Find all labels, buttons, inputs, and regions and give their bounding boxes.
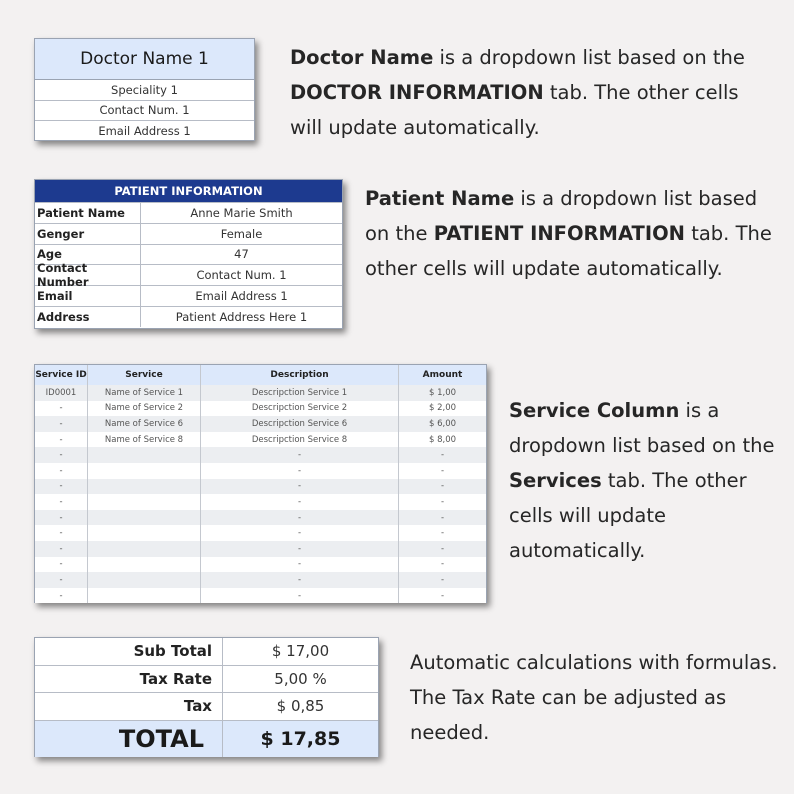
- desc2-bold2: PATIENT INFORMATION: [433, 222, 685, 245]
- description-cell: -: [201, 447, 399, 463]
- service-id-cell: ID0001: [35, 385, 88, 401]
- service-row: [35, 541, 486, 557]
- service-id-cell: -: [35, 479, 88, 495]
- doctor-card: [34, 38, 255, 141]
- service-row: [35, 463, 486, 479]
- amount-cell: -: [440, 465, 445, 476]
- patient-description: [365, 181, 785, 286]
- amount-cell: -: [440, 574, 445, 585]
- desc3-bold2: Services: [509, 469, 602, 492]
- total-value: $ 17,85: [260, 727, 341, 750]
- description-cell: -: [201, 588, 399, 604]
- description-cell: -: [201, 525, 399, 541]
- desc3-bold1: Service Column: [509, 399, 680, 422]
- description-cell: -: [201, 463, 399, 479]
- desc1-text2: tab. The other cells will update automatically.: [290, 81, 739, 139]
- services-header-row: [35, 365, 486, 385]
- col-header-amount: Amount: [422, 370, 463, 380]
- service-row: [35, 416, 486, 432]
- service-row: [35, 401, 486, 417]
- service-cell[interactable]: Name of Service 6: [88, 416, 201, 432]
- service-id-cell: -: [35, 572, 88, 588]
- service-id-cell: -: [35, 432, 88, 448]
- service-row: [35, 494, 486, 510]
- service-row: [35, 432, 486, 448]
- service-cell[interactable]: [88, 541, 201, 557]
- description-cell: -: [201, 494, 399, 510]
- amount-cell: -: [440, 590, 445, 601]
- subtotal-value: $ 17,00: [271, 642, 330, 661]
- patient-row: [35, 285, 342, 306]
- taxrate-row: [35, 666, 378, 694]
- col-header-service: Service: [88, 365, 201, 385]
- amount-cell: -: [440, 543, 445, 554]
- service-row: [35, 557, 486, 573]
- patient-value: Contact Num. 1: [196, 268, 287, 283]
- doctor-contact: Contact Num. 1: [35, 101, 254, 122]
- tax-label: Tax: [35, 693, 223, 720]
- taxrate-input[interactable]: 5,00 %: [274, 669, 327, 688]
- amount-cell: -: [440, 559, 445, 570]
- total-label: TOTAL: [35, 721, 223, 757]
- tax-value: $ 0,85: [276, 697, 325, 716]
- desc3-text2: tab. The other cells will update automatically.: [509, 469, 747, 562]
- patient-name-dropdown[interactable]: Anne Marie Smith: [190, 205, 293, 220]
- patient-label: Email: [35, 286, 141, 306]
- amount-cell: -: [440, 450, 445, 461]
- patient-label: Genger: [35, 224, 141, 244]
- patient-value: Female: [220, 226, 263, 241]
- amount-cell: -: [440, 481, 445, 492]
- description-cell: -: [201, 572, 399, 588]
- amount-cell: -: [440, 512, 445, 523]
- patient-card: [34, 179, 343, 329]
- service-id-cell: -: [35, 447, 88, 463]
- amount-cell: -: [440, 496, 445, 507]
- description-cell: -: [201, 479, 399, 495]
- subtotal-row: [35, 638, 378, 666]
- patient-label: Contact Number: [35, 265, 141, 285]
- service-id-cell: -: [35, 588, 88, 604]
- service-cell[interactable]: [88, 479, 201, 495]
- col-header-service-id: Service ID: [35, 365, 88, 385]
- patient-label: Age: [35, 245, 141, 265]
- service-row: [35, 447, 486, 463]
- tax-row: [35, 693, 378, 721]
- service-cell[interactable]: [88, 588, 201, 604]
- patient-header: PATIENT INFORMATION: [35, 180, 342, 202]
- service-id-cell: -: [35, 494, 88, 510]
- taxrate-label: Tax Rate: [35, 666, 223, 693]
- service-row: [35, 479, 486, 495]
- description-cell: Descripction Service 1: [201, 385, 399, 401]
- patient-row: [35, 223, 342, 244]
- amount-cell: $ 2,00: [428, 403, 457, 414]
- desc3-text1: is a dropdown list based on the: [509, 399, 775, 457]
- service-id-cell: -: [35, 401, 88, 417]
- doctor-email: Email Address 1: [98, 124, 191, 139]
- description-cell: Descripction Service 2: [201, 401, 399, 417]
- patient-value: Email Address 1: [195, 289, 288, 304]
- service-id-cell: -: [35, 541, 88, 557]
- desc2-bold1: Patient Name: [365, 187, 515, 210]
- description-cell: Descripction Service 6: [201, 416, 399, 432]
- service-cell[interactable]: [88, 557, 201, 573]
- service-id-cell: -: [35, 525, 88, 541]
- patient-row: [35, 306, 342, 327]
- service-cell[interactable]: [88, 447, 201, 463]
- service-cell[interactable]: [88, 572, 201, 588]
- service-cell[interactable]: Name of Service 1: [88, 385, 201, 401]
- services-body: [35, 385, 486, 603]
- total-row: [35, 721, 378, 757]
- service-row: [35, 385, 486, 401]
- description-cell: -: [201, 510, 399, 526]
- amount-cell: $ 1,00: [428, 387, 457, 398]
- service-id-cell: -: [35, 416, 88, 432]
- col-header-description: Description: [201, 365, 399, 385]
- desc1-bold2: DOCTOR INFORMATION: [290, 81, 544, 104]
- service-id-cell: -: [35, 463, 88, 479]
- desc1-text1: is a dropdown list based on the: [433, 46, 745, 69]
- amount-cell: -: [440, 528, 445, 539]
- service-cell[interactable]: [88, 510, 201, 526]
- services-table: [34, 364, 487, 603]
- service-id-cell: -: [35, 557, 88, 573]
- totals-description: Automatic calculations with formulas. The Tax Rate can be adjusted as needed.: [410, 651, 778, 744]
- subtotal-label: Sub Total: [35, 638, 223, 665]
- totals-card: [34, 637, 379, 757]
- patient-row: [35, 261, 342, 290]
- patient-label: Address: [35, 307, 141, 327]
- service-cell[interactable]: [88, 494, 201, 510]
- patient-value: Patient Address Here 1: [175, 309, 308, 324]
- service-row: [35, 510, 486, 526]
- service-description: [509, 393, 789, 568]
- desc1-bold1: Doctor Name: [290, 46, 434, 69]
- doctor-description: [290, 40, 770, 145]
- service-cell[interactable]: Name of Service 2: [88, 401, 201, 417]
- service-cell[interactable]: [88, 463, 201, 479]
- amount-cell: $ 8,00: [428, 434, 457, 445]
- desc2-text2: tab. The other cells will update automatically.: [365, 222, 772, 280]
- patient-label: Patient Name: [35, 203, 141, 223]
- service-cell[interactable]: Name of Service 8: [88, 432, 201, 448]
- service-row: [35, 588, 486, 604]
- amount-cell: $ 6,00: [428, 418, 457, 429]
- doctor-name-dropdown[interactable]: Doctor Name 1: [35, 39, 254, 80]
- service-row: [35, 572, 486, 588]
- patient-row: [35, 202, 342, 223]
- service-cell[interactable]: [88, 525, 201, 541]
- description-cell: Descripction Service 8: [201, 432, 399, 448]
- service-row: [35, 525, 486, 541]
- desc2-text1: is a dropdown list based on the: [365, 187, 758, 245]
- doctor-speciality: Speciality 1: [35, 80, 254, 101]
- description-cell: -: [201, 557, 399, 573]
- description-cell: -: [201, 541, 399, 557]
- patient-value: 47: [234, 247, 249, 262]
- service-id-cell: -: [35, 510, 88, 526]
